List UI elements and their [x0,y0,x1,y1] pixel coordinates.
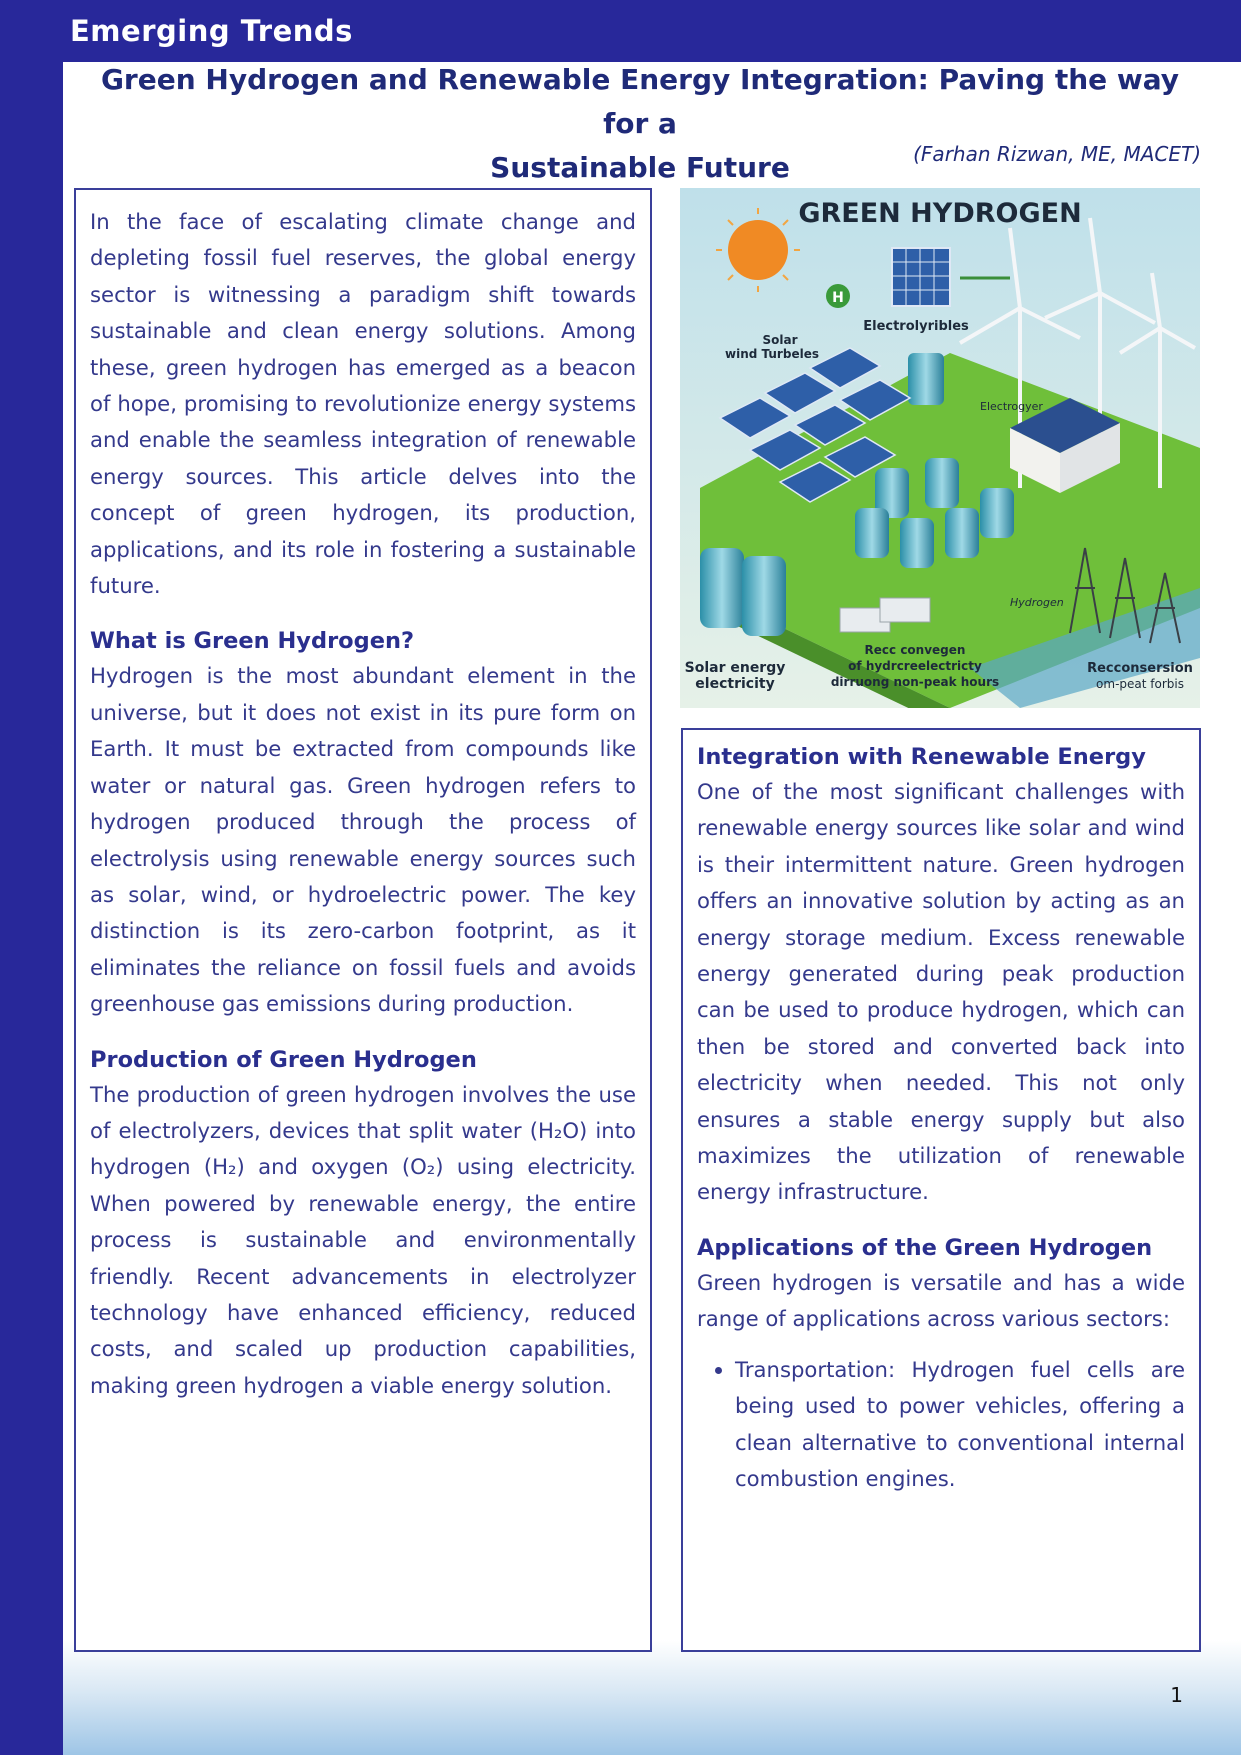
section-text-production: The production of green hydrogen involves the use of electrolyzers, devices that split water (H₂O) into hydrogen (H₂) and oxygen (O₂) using electricity. When powered by renewable energy, the entire process is sustainable and environmentally friendly. Recent advancements in electrolyzer technology have enhanced efficiency, reduced costs, and scaled up production capabilities, making green hydrogen a viable energy solution. [90,1081,636,1398]
left-column-box [74,188,652,1652]
page-number: 1 [1170,1683,1183,1707]
label-solar-energy: Solar energy [684,660,786,676]
article-title [80,58,1200,190]
label-wind-turbeles: wind Turbeles [725,347,819,361]
label-electricity: electricity [695,676,775,692]
sun-icon [728,220,788,280]
label-rece-2: of hydrcreelectricty [848,659,982,673]
title-line-2: Sustainable Future [490,151,790,184]
section-label: Emerging Trends [70,14,353,48]
section-heading-applications: Applications of the Green Hydrogen [697,1234,1153,1261]
solar-panel-top-icon [892,248,950,306]
electrolyzer-icon [908,353,944,405]
left-accent-bar [0,0,63,1755]
figure-title: GREEN HYDROGEN [798,198,1082,229]
footer-gradient [63,1640,1241,1755]
label-solar: Solar [762,333,798,347]
label-rece-1: Recc convegen [864,643,966,657]
intro-paragraph: In the face of escalating climate change and depleting fossil fuel reserves, the global energy sector is witnessing a paradigm shift towards sustainable and clean energy solutions. Among these, green hydrogen has emerged as a beacon of hope, promising to revolutionize energy systems and enable the seamless integration of renewable energy sources. This article delves into the concept of green hydrogen, its production, applications, and its role in fostering a sustainable future. [90,209,636,599]
author-credit: (Farhan Rizwan, ME, MACET) [913,142,1201,166]
section-heading-production: Production of Green Hydrogen [90,1046,477,1073]
list-item: • Transportation: Hydrogen fuel cells are being used to power vehicles, offering a clean alternative to conventional internal combustion engines. [735,1352,1185,1498]
section-text-applications: Green hydrogen is versatile and has a wide range of applications across various sectors: [697,1269,1185,1332]
label-reconversion-2: om-peat forbis [1096,677,1184,691]
label-reconversion-1: Recconsersion [1087,661,1193,676]
right-column-box [681,728,1201,1652]
storage-tanks-icon [700,548,786,636]
applications-list [697,1352,1185,1498]
label-electrogyer: Electrogyer [980,400,1043,413]
section-text-integration: One of the most significant challenges with renewable energy sources like solar and wind is their intermittent nature. Green hydrogen offers an innovative solution by acting as an energy storage medium. Excess renewable energy generated during peak production can be used to produce hydrogen, which can then be stored and converted back into electricity when needed. This not only ensures a stable energy supply but also maximizes the utilization of renewable energy infrastructure. [697,779,1185,1205]
h2-badge-label: H [832,290,844,306]
section-heading-what-is: What is Green Hydrogen? [90,628,415,655]
illustration-svg [680,188,1200,708]
title-line-1: Green Hydrogen and Renewable Energy Integration: Paving the way for a [100,63,1180,140]
label-electrolyribles: Electrolyribles [863,319,969,334]
section-text-what-is: Hydrogen is the most abundant element in the universe, but it does not exist in its pure form on Earth. It must be extracted from compounds like water or natural gas. Green hydrogen refers to hydrogen produced through the process of electrolysis using renewable energy sources such as solar, wind, or hydroelectric power. The key distinction is its zero-carbon footprint, as it eliminates the reliance on fossil fuels and avoids greenhouse gas emissions during production. [90,663,636,1017]
label-rece-3: dirruong non-peak hours [830,675,1000,689]
label-hydrogen: Hydrogen [1010,596,1064,609]
green-hydrogen-illustration [680,188,1200,708]
section-heading-integration: Integration with Renewable Energy [697,744,1146,770]
